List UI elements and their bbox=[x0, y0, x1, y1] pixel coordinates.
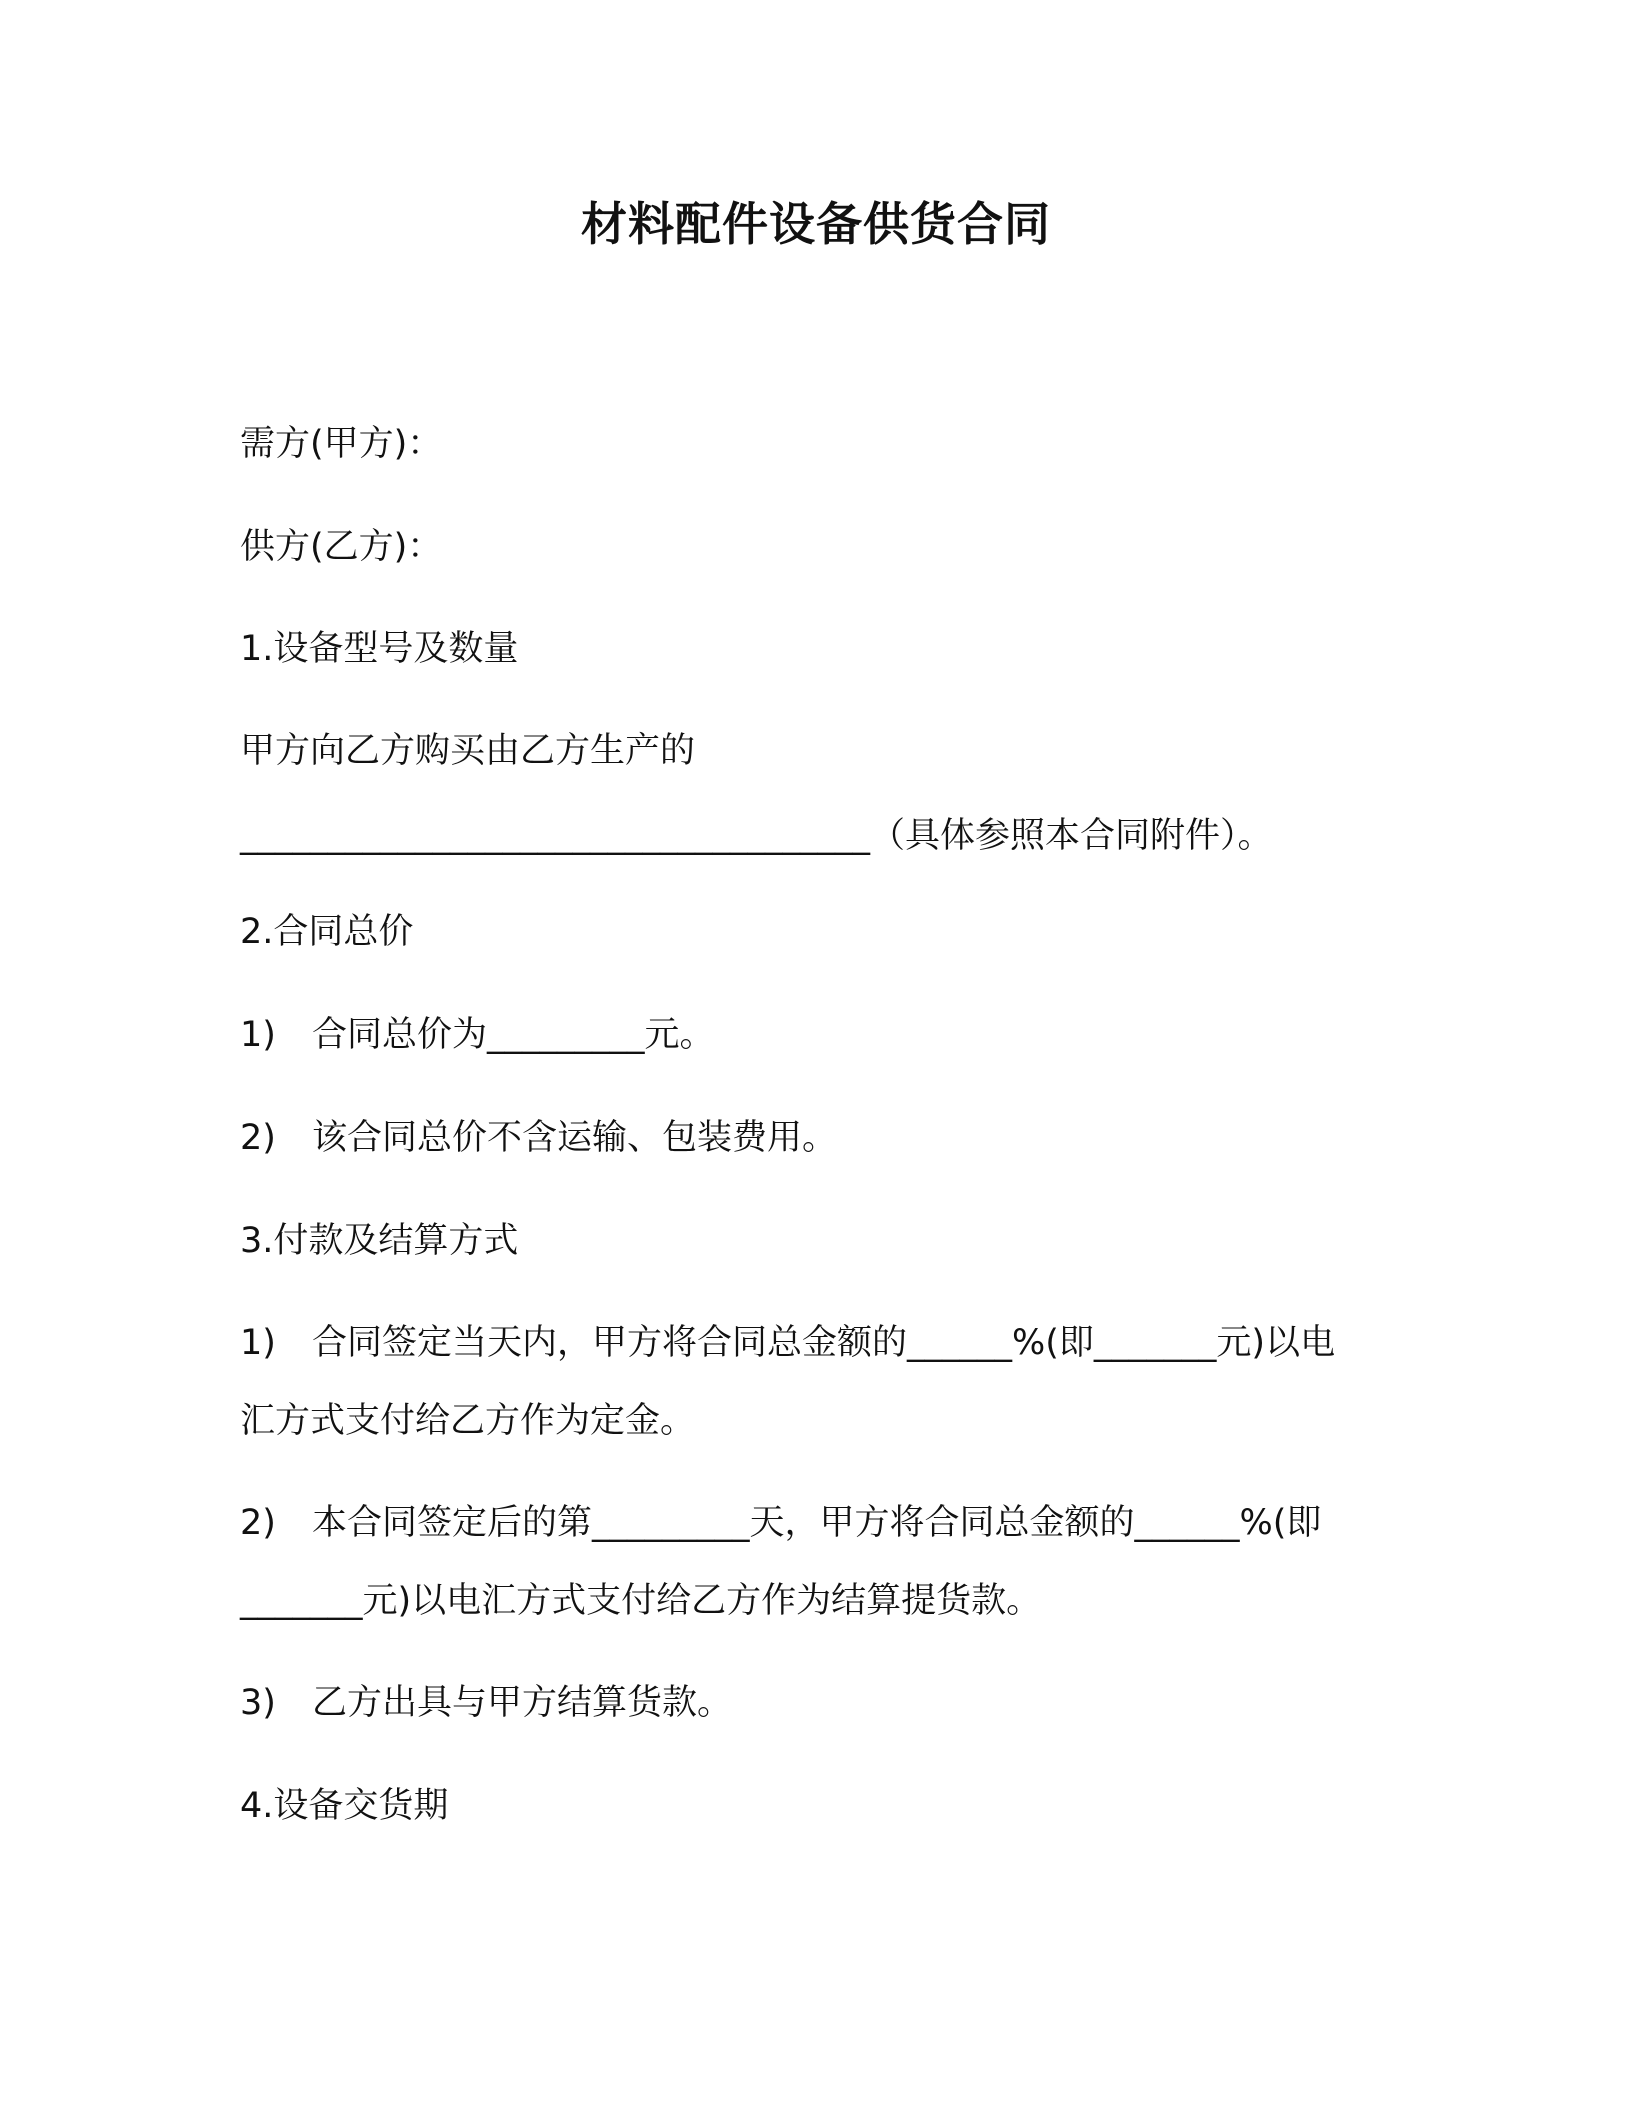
item-text: 乙方出具与甲方结算货款。 bbox=[312, 1683, 733, 1723]
section-3-item-1 bbox=[240, 1319, 1335, 1367]
section-3-item-3 bbox=[240, 1679, 732, 1727]
section-4-heading: 4.设备交货期 bbox=[240, 1786, 449, 1826]
item-text: 合同总价为_________元。 bbox=[312, 1015, 715, 1055]
section-3-item-2-continuation: _______元)以电汇方式支付给乙方作为结算提货款。 bbox=[240, 1581, 1042, 1621]
item-text: 该合同总价不含运输、包装费用。 bbox=[312, 1118, 838, 1158]
section-2-item-2 bbox=[240, 1114, 837, 1162]
document-title: 材料配件设备供货合同 bbox=[581, 197, 1051, 251]
section-2-heading: 2.合同总价 bbox=[240, 912, 414, 952]
section-1-text: 甲方向乙方购买由乙方生产的 bbox=[240, 731, 696, 771]
buyer-line: 需方(甲方)： bbox=[240, 424, 443, 464]
item-number: 3) bbox=[240, 1683, 276, 1723]
seller-line: 供方(乙方)： bbox=[240, 527, 443, 567]
section-2-item-1 bbox=[240, 1011, 715, 1059]
section-3-heading: 3.付款及结算方式 bbox=[240, 1221, 519, 1261]
item-number: 1) bbox=[240, 1323, 276, 1363]
section-1-heading: 1.设备型号及数量 bbox=[240, 629, 519, 669]
section-3-item-2 bbox=[240, 1499, 1321, 1547]
item-number: 2) bbox=[240, 1118, 276, 1158]
item-text: 本合同签定后的第_________天，甲方将合同总金额的______%(即 bbox=[312, 1503, 1322, 1543]
item-number: 2) bbox=[240, 1503, 276, 1543]
section-3-item-1-continuation: 汇方式支付给乙方作为定金。 bbox=[240, 1401, 696, 1441]
item-text: 合同签定当天内，甲方将合同总金额的______%(即_______元)以电 bbox=[312, 1323, 1336, 1363]
section-1-blank-line: ____________________________________（具体参照本合同附件）。 bbox=[240, 816, 1273, 856]
item-number: 1) bbox=[240, 1015, 276, 1055]
